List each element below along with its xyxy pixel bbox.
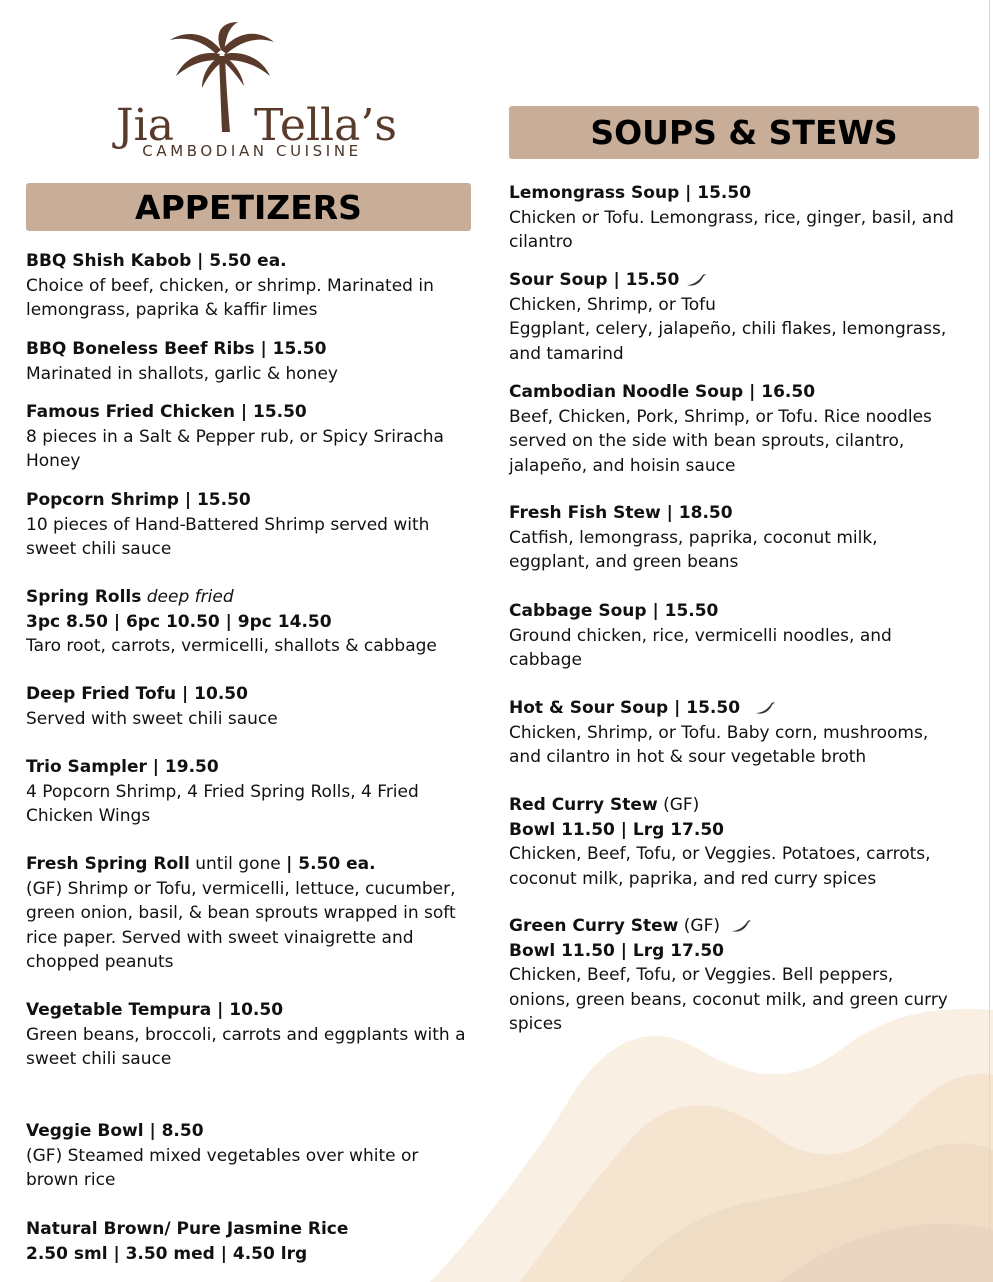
item-desc: 8 pieces in a Salt & Pepper rub, or Spicy Sriracha (26, 426, 444, 447)
item-desc: coconut milk, paprika, and red curry spices (509, 868, 877, 889)
item-desc: Green beans, broccoli, carrots and eggplants with a (26, 1024, 466, 1045)
item-name: Fresh Spring Roll (26, 854, 190, 874)
logo-name-right: Tella’s (254, 100, 397, 151)
item-price: 3pc 8.50 | 6pc 10.50 | 9pc 14.50 (26, 611, 332, 632)
menu-item-hot-sour-soup (509, 696, 981, 770)
item-name: Cambodian Noodle Soup | 16.50 (509, 382, 816, 402)
item-desc: brown rice (26, 1170, 116, 1190)
item-desc: 4 Popcorn Shrimp, 4 Fried Spring Rolls, 4 Fried (26, 781, 419, 802)
page-edge (989, 0, 990, 1282)
item-name: BBQ Shish Kabob | 5.50 ea. (26, 251, 287, 271)
item-desc: Chicken, Beef, Tofu, or Veggies. Potatoes, carrots, (509, 844, 931, 864)
menu-item-fried-chicken (26, 400, 494, 474)
item-desc: Chicken or Tofu. Lemongrass, rice, ginger, basil, and (509, 207, 954, 228)
item-desc: chopped peanuts (26, 952, 174, 972)
chili-pepper-icon (754, 701, 776, 715)
item-note: (GF) (657, 795, 700, 815)
menu-item-popcorn-shrimp (26, 488, 494, 562)
menu-item-bbq-beef-ribs (26, 337, 494, 386)
item-desc: spices (509, 1014, 563, 1034)
item-desc: Marinated in shallots, garlic & honey (26, 363, 338, 384)
item-desc: cilantro (509, 232, 573, 252)
item-desc: Ground chicken, rice, vermicelli noodles, and (509, 625, 892, 646)
item-name: Red Curry Stew (509, 795, 658, 815)
menu-item-noodle-soup (509, 380, 981, 478)
menu-item-fried-tofu (26, 682, 494, 731)
item-name: Popcorn Shrimp | 15.50 (26, 490, 251, 510)
menu-item-veggie-bowl (26, 1119, 494, 1193)
item-desc: Served with sweet chili sauce (26, 708, 278, 729)
item-desc: cabbage (509, 650, 583, 670)
menu-item-cabbage-soup (509, 599, 981, 673)
item-price: | 5.50 ea. (286, 854, 376, 874)
item-desc: lemongrass, paprika & kaffir limes (26, 300, 318, 320)
menu-item-spring-rolls (26, 585, 494, 659)
item-name: Veggie Bowl | 8.50 (26, 1121, 204, 1141)
item-name: Famous Fried Chicken | 15.50 (26, 402, 307, 422)
item-name: Spring Rolls (26, 587, 142, 607)
item-name: Green Curry Stew (509, 916, 679, 936)
item-name: Trio Sampler | 19.50 (26, 757, 219, 777)
item-desc: and cilantro in hot & sour vegetable broth (509, 747, 867, 767)
item-desc: (GF) Steamed mixed vegetables over white or (26, 1145, 419, 1166)
item-desc: 10 pieces of Hand-Battered Shrimp served with (26, 514, 430, 535)
menu-item-sour-soup (509, 268, 981, 366)
menu-item-red-curry-stew (509, 793, 981, 891)
menu-item-vegetable-tempura (26, 998, 494, 1072)
chili-pepper-icon (685, 273, 707, 287)
soups-header: SOUPS & STEWS (509, 106, 979, 159)
item-name: Hot & Sour Soup | 15.50 (509, 698, 741, 718)
logo-tagline: CAMBODIAN CUISINE (142, 142, 362, 160)
item-price: 2.50 sml | 3.50 med | 4.50 lrg (26, 1243, 308, 1264)
item-desc: Catfish, lemongrass, paprika, coconut milk, (509, 527, 878, 548)
item-desc: Chicken, Shrimp, or Tofu (509, 294, 716, 315)
item-desc: Chicken, Shrimp, or Tofu. Baby corn, mushrooms, (509, 722, 929, 743)
item-note: deep fried (146, 587, 234, 607)
menu-item-fresh-spring-roll (26, 852, 494, 975)
item-desc: Choice of beef, chicken, or shrimp. Marinated in (26, 275, 434, 296)
item-name: Lemongrass Soup | 15.50 (509, 183, 752, 203)
item-name: Cabbage Soup | 15.50 (509, 601, 719, 621)
item-name: Natural Brown/ Pure Jasmine Rice (26, 1219, 349, 1239)
appetizers-header: APPETIZERS (26, 183, 471, 231)
item-desc: Chicken, Beef, Tofu, or Veggies. Bell peppers, (509, 965, 894, 985)
item-desc: rice paper. Served with sweet vinaigrette and (26, 927, 414, 948)
item-note: (GF) (678, 916, 720, 936)
item-price: Bowl 11.50 | Lrg 17.50 (509, 940, 724, 961)
item-desc: onions, green beans, coconut milk, and green curry (509, 989, 948, 1010)
chili-pepper-icon (730, 919, 752, 933)
item-name: BBQ Boneless Beef Ribs | 15.50 (26, 339, 327, 359)
item-name: Sour Soup | 15.50 (509, 270, 680, 290)
menu-item-lemongrass-soup (509, 181, 981, 255)
item-desc: Taro root, carrots, vermicelli, shallots & cabbage (26, 636, 437, 656)
item-desc: Beef, Chicken, Pork, Shrimp, or Tofu. Rice noodles (509, 406, 932, 427)
item-desc: (GF) Shrimp or Tofu, vermicelli, lettuce, cucumber, (26, 878, 456, 899)
item-desc: Eggplant, celery, jalapeño, chili flakes, lemongrass, (509, 319, 947, 339)
logo-name-left: Jia (116, 100, 174, 151)
item-desc: eggplant, and green beans (509, 552, 739, 572)
item-desc: and tamarind (509, 343, 624, 364)
menu-item-fish-stew (509, 501, 981, 575)
menu-item-rice (26, 1217, 494, 1266)
item-desc: sweet chili sauce (26, 539, 172, 559)
item-desc: sweet chili sauce (26, 1049, 172, 1069)
item-desc: green onion, basil, & bean sprouts wrapped in soft (26, 903, 456, 923)
item-name: Fresh Fish Stew | 18.50 (509, 503, 733, 523)
item-price: Bowl 11.50 | Lrg 17.50 (509, 819, 724, 840)
menu-item-green-curry-stew (509, 914, 981, 1037)
menu-item-trio-sampler (26, 755, 494, 829)
item-desc: Honey (26, 451, 81, 471)
item-name: Vegetable Tempura | 10.50 (26, 1000, 284, 1020)
item-note: until gone (189, 854, 287, 874)
item-name: Deep Fried Tofu | 10.50 (26, 684, 248, 704)
item-desc: served on the side with bean sprouts, cilantro, (509, 431, 905, 451)
restaurant-logo (112, 22, 397, 162)
item-desc: jalapeño, and hoisin sauce (509, 455, 736, 476)
item-desc: Chicken Wings (26, 806, 151, 826)
menu-item-bbq-shish-kabob (26, 249, 494, 323)
